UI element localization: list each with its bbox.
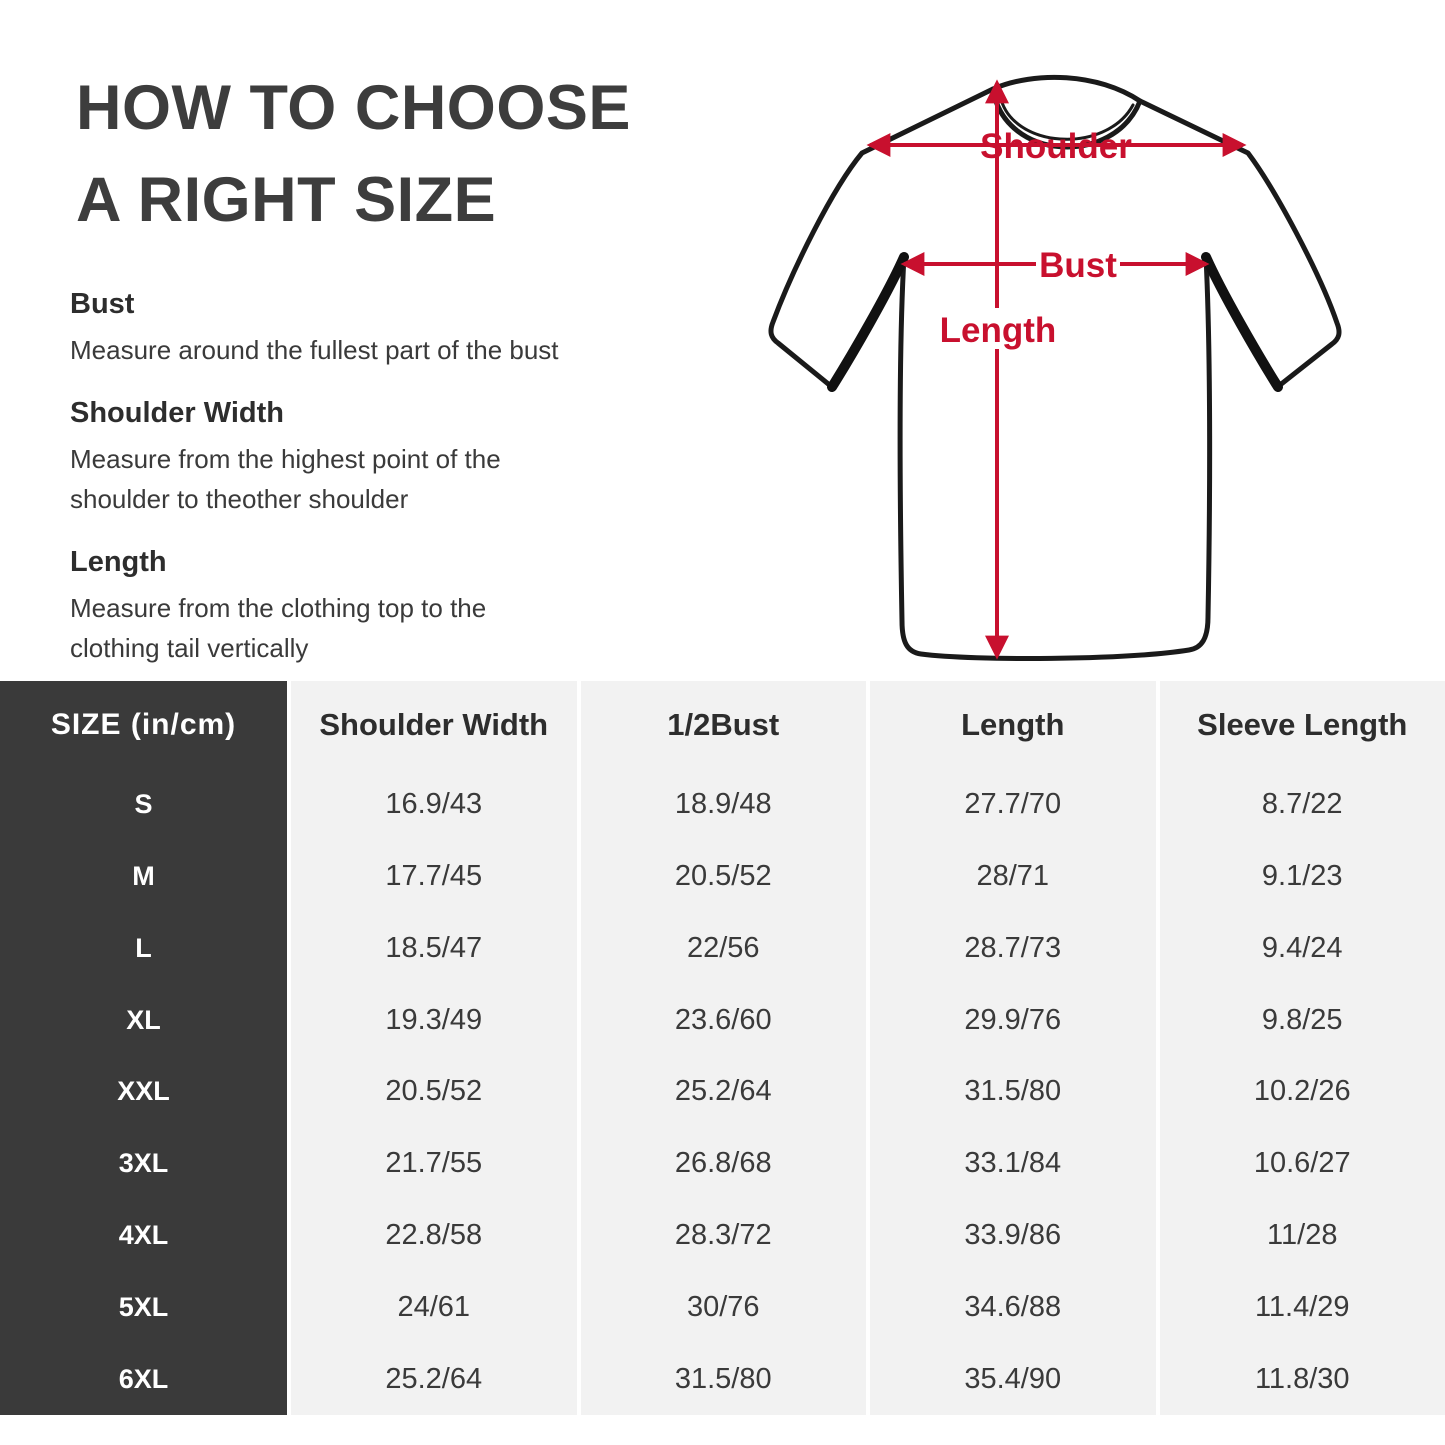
table-cell: 21.7/55	[385, 1147, 483, 1180]
measure-guide-sections	[70, 288, 650, 695]
guide-section-text: Measure from the highest point of the	[70, 444, 501, 474]
table-cell: 9.1/23	[1261, 860, 1343, 893]
page-title-line2: A RIGHT SIZE	[76, 165, 497, 235]
guide-section-heading: Bust	[70, 288, 135, 320]
table-cell: 10.2/26	[1253, 1075, 1351, 1108]
table-column-bust	[581, 681, 867, 1415]
column-header-shoulder: Shoulder Width	[319, 707, 549, 742]
length-arrow-label: Length	[939, 311, 1057, 350]
tshirt-diagram	[740, 60, 1350, 672]
table-cell: 11.8/30	[1254, 1362, 1350, 1395]
guide-section-heading: Shoulder Width	[70, 397, 284, 429]
table-cell: 27.7/70	[964, 788, 1062, 821]
column-header-length: Length	[961, 707, 1065, 742]
size-label: XXL	[117, 1076, 170, 1107]
guide-section-length	[70, 546, 650, 668]
column-header-sleeve: Sleeve Length	[1197, 707, 1408, 742]
table-cell: 11/28	[1267, 1219, 1338, 1252]
size-label: 6XL	[118, 1363, 169, 1394]
table-cell: 23.6/60	[674, 1003, 772, 1036]
shoulder-arrow-label: Shoulder	[980, 127, 1132, 166]
size-label: 4XL	[118, 1220, 169, 1251]
table-cell: 20.5/52	[674, 860, 772, 893]
size-label: M	[132, 861, 155, 892]
table-cell: 30/76	[686, 1290, 760, 1323]
table-column-size	[0, 681, 287, 1415]
column-header-bust: 1/2Bust	[667, 707, 780, 742]
guide-section-shoulder-width	[70, 397, 650, 519]
table-cell: 10.6/27	[1253, 1147, 1351, 1180]
column-header-size: SIZE (in/cm)	[50, 708, 237, 741]
size-label: 3XL	[118, 1148, 169, 1179]
guide-section-heading: Length	[70, 546, 167, 578]
table-cell: 18.5/47	[385, 931, 483, 964]
table-cell: 26.8/68	[674, 1147, 772, 1180]
table-cell: 9.4/24	[1261, 931, 1343, 964]
size-label: 5XL	[118, 1291, 169, 1322]
table-cell: 16.9/43	[385, 788, 483, 821]
table-column-sleeve	[1160, 681, 1445, 1415]
table-cell: 25.2/64	[674, 1075, 772, 1108]
guide-section-text: Measure from the clothing top to the	[70, 593, 487, 623]
table-cell: 35.4/90	[964, 1362, 1062, 1395]
table-cell: 11.4/29	[1254, 1290, 1350, 1323]
table-cell: 22/56	[686, 931, 760, 964]
table-cell: 34.6/88	[964, 1290, 1062, 1323]
table-cell: 8.7/22	[1261, 788, 1343, 821]
table-cell: 28.7/73	[964, 931, 1062, 964]
table-column-shoulder	[291, 681, 577, 1415]
page-title	[76, 62, 631, 246]
table-cell: 29.9/76	[964, 1003, 1062, 1036]
table-cell: 31.5/80	[964, 1075, 1062, 1108]
guide-section-text: Measure around the fullest part of the bust	[70, 335, 559, 365]
table-cell: 17.7/45	[385, 860, 483, 893]
table-cell: 19.3/49	[385, 1003, 483, 1036]
table-cell: 24/61	[397, 1290, 471, 1323]
table-cell: 28.3/72	[674, 1219, 772, 1252]
table-cell: 25.2/64	[385, 1362, 483, 1395]
table-cell: 33.9/86	[964, 1219, 1062, 1252]
table-cell: 33.1/84	[964, 1147, 1062, 1180]
size-table	[0, 681, 1445, 1415]
guide-section-text: shoulder to theother shoulder	[70, 484, 409, 514]
guide-section-bust	[70, 288, 650, 370]
page-title-line1: HOW TO CHOOSE	[76, 73, 631, 143]
size-label: S	[134, 789, 153, 820]
size-label: XL	[126, 1004, 161, 1035]
table-cell: 20.5/52	[385, 1075, 483, 1108]
table-cell: 22.8/58	[385, 1219, 483, 1252]
table-cell: 9.8/25	[1261, 1003, 1343, 1036]
table-cell: 28/71	[976, 860, 1050, 893]
guide-section-text: clothing tail vertically	[70, 633, 309, 663]
table-cell: 18.9/48	[674, 788, 772, 821]
table-column-length	[870, 681, 1156, 1415]
bust-arrow-label: Bust	[1039, 246, 1117, 285]
size-label: L	[135, 932, 152, 963]
table-cell: 31.5/80	[674, 1362, 772, 1395]
